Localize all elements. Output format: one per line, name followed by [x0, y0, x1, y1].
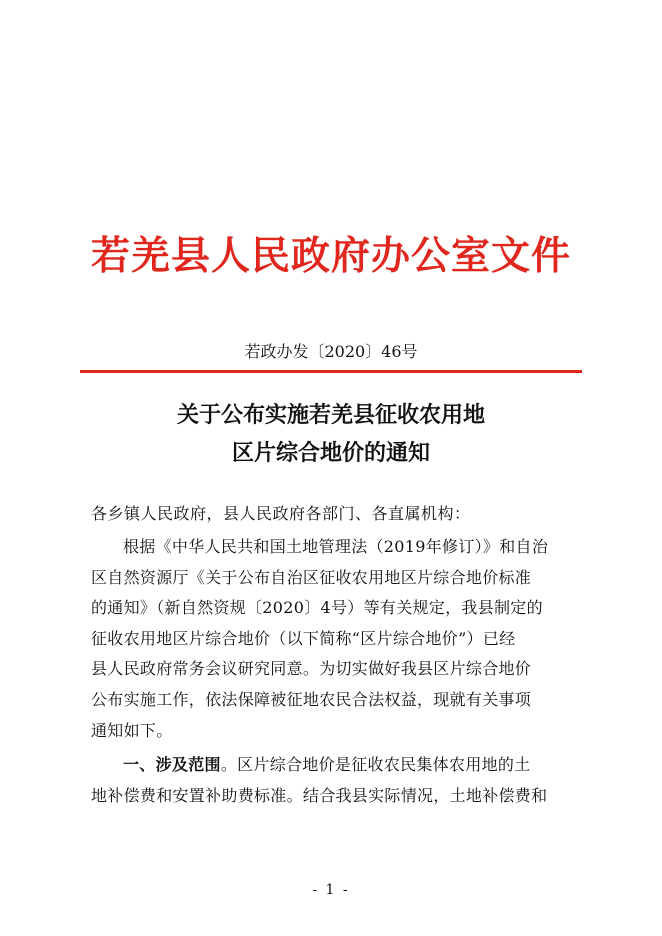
section-text: 。区片综合地价是征收农民集体农用地的土 — [220, 755, 531, 774]
notice-title-line-1: 关于公布实施若羌县征收农用地 — [176, 402, 485, 428]
salutation: 各乡镇人民政府，县人民政府各部门、各直属机构： — [91, 504, 471, 523]
paragraph-line: 征收农用地区片综合地价（以下简称“区片综合地价”）已经 — [91, 628, 516, 648]
section-heading: 一、涉及范围 — [123, 755, 221, 774]
paragraph-line: 的通知》（新自然资规〔2020〕4号）等有关规定，我县制定的 — [91, 598, 543, 618]
section-scope — [91, 750, 591, 811]
document-number: 若政办发〔2020〕46号 — [244, 342, 418, 361]
paragraph-line: 公布实施工作，依法保障被征地农民合法权益，现就有关事项 — [91, 689, 532, 709]
paragraph-line: 根据《中华人民共和国土地管理法（2019年修订）》和自治 — [123, 537, 549, 556]
body-paragraph-1 — [91, 532, 591, 746]
header-red-rule — [80, 370, 582, 373]
page-number: - 1 - — [312, 882, 350, 898]
section-line: 地补偿费和安置补助费标准。结合我县实际情况，土地补偿费和 — [91, 785, 548, 805]
document-header-title: 若羌县人民政府办公室文件 — [90, 233, 571, 279]
paragraph-line: 通知如下。 — [91, 720, 173, 740]
notice-title-line-2: 区片综合地价的通知 — [231, 440, 430, 466]
paragraph-line: 县人民政府常务会议研究同意。为切实做好我县区片综合地价 — [91, 659, 532, 679]
paragraph-line: 区自然资源厅《关于公布自治区征收农用地区片综合地价标准 — [91, 567, 532, 587]
notice-title — [0, 396, 662, 472]
section-line — [91, 750, 591, 781]
